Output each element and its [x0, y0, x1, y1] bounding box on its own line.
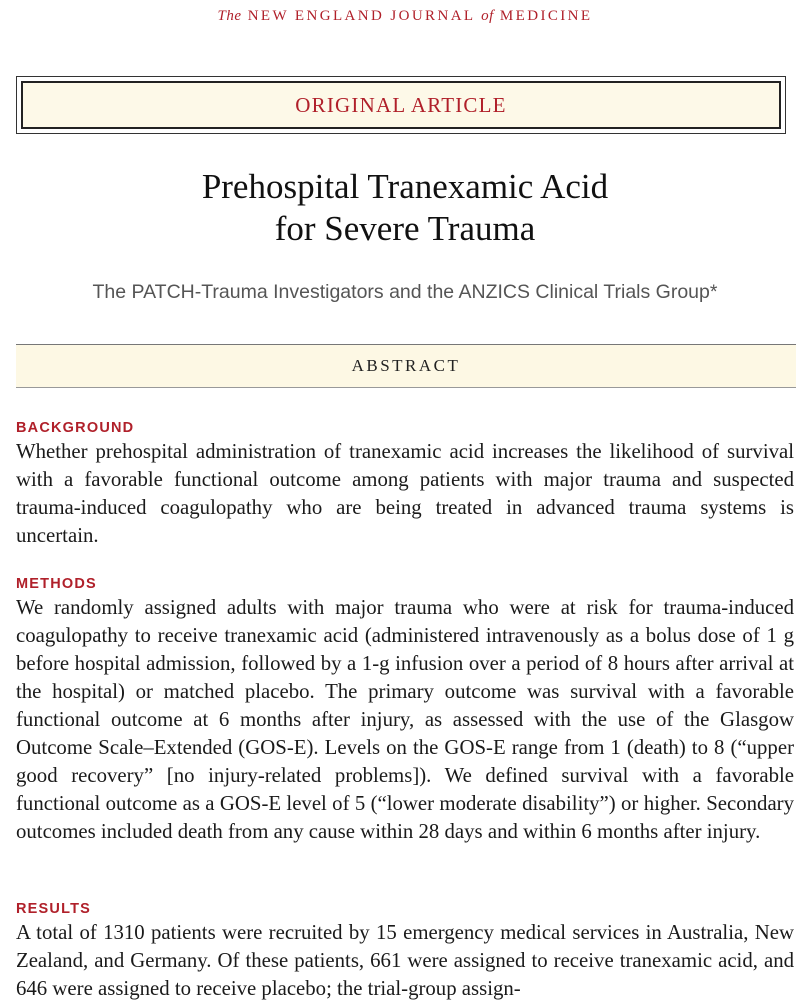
article-title-line-2: for Severe Trauma — [274, 209, 536, 248]
article-title — [0, 166, 810, 250]
journal-header — [0, 8, 810, 25]
methods-text: We randomly assigned adults with major trauma who were at risk for trauma-induced coagulopathy to receive tranexamic acid (administered intravenously as a bolus dose of 1 g before hospital admission, followed by a 1-g infusion over a period of 8 hours after arrival at the hospital) or matched placebo. The primary outcome was survival with a favorable functional outcome at 6 months after injury, as assessed with the use of the Glasgow Outcome Scale–Extended (GOS-E). Levels on the GOS-E range from 1 (death) to 8 (“upper good recovery” [no injury-related problems]). We defined survival with a favorable functional outcome as a GOS-E level of 5 (“lower moderate disability”) or higher. Secondary outcomes included death from any cause within 28 days and within 6 months after injury. — [16, 596, 794, 843]
journal-joiner: of — [481, 8, 494, 24]
abstract-heading: ABSTRACT — [351, 356, 461, 375]
results-section — [16, 901, 794, 1003]
methods-heading: METHODS — [16, 576, 97, 592]
article-type-box-inner — [21, 81, 781, 129]
article-authors: The PATCH-Trauma Investigators and the ANZICS Clinical Trials Group* — [92, 281, 718, 303]
background-text: Whether prehospital administration of tranexamic acid increases the likelihood of survival with a favorable functional outcome among patients with major trauma and suspected trauma-induced coagulopathy who are being treated in advanced trauma systems is uncertain. — [16, 440, 794, 547]
article-type-box — [16, 76, 786, 134]
article-type: ORIGINAL ARTICLE — [295, 92, 507, 117]
article-title-line-1: Prehospital Tranexamic Acid — [201, 167, 609, 206]
methods-section — [16, 576, 794, 846]
results-heading: RESULTS — [16, 901, 91, 917]
background-section — [16, 420, 794, 550]
results-text: A total of 1310 patients were recruited by 15 emergency medical services in Australia, New Zealand, and Germany. Of these patients, 661 were assigned to receive tranexamic acid, and 646 were assigned to receive placebo; the trial-group assign- — [16, 921, 794, 1000]
abstract-bar — [16, 344, 796, 388]
journal-suffix: MEDICINE — [499, 8, 593, 24]
background-heading: BACKGROUND — [16, 420, 135, 436]
journal-prefix: The — [217, 8, 242, 24]
journal-name: NEW ENGLAND JOURNAL — [247, 8, 475, 24]
